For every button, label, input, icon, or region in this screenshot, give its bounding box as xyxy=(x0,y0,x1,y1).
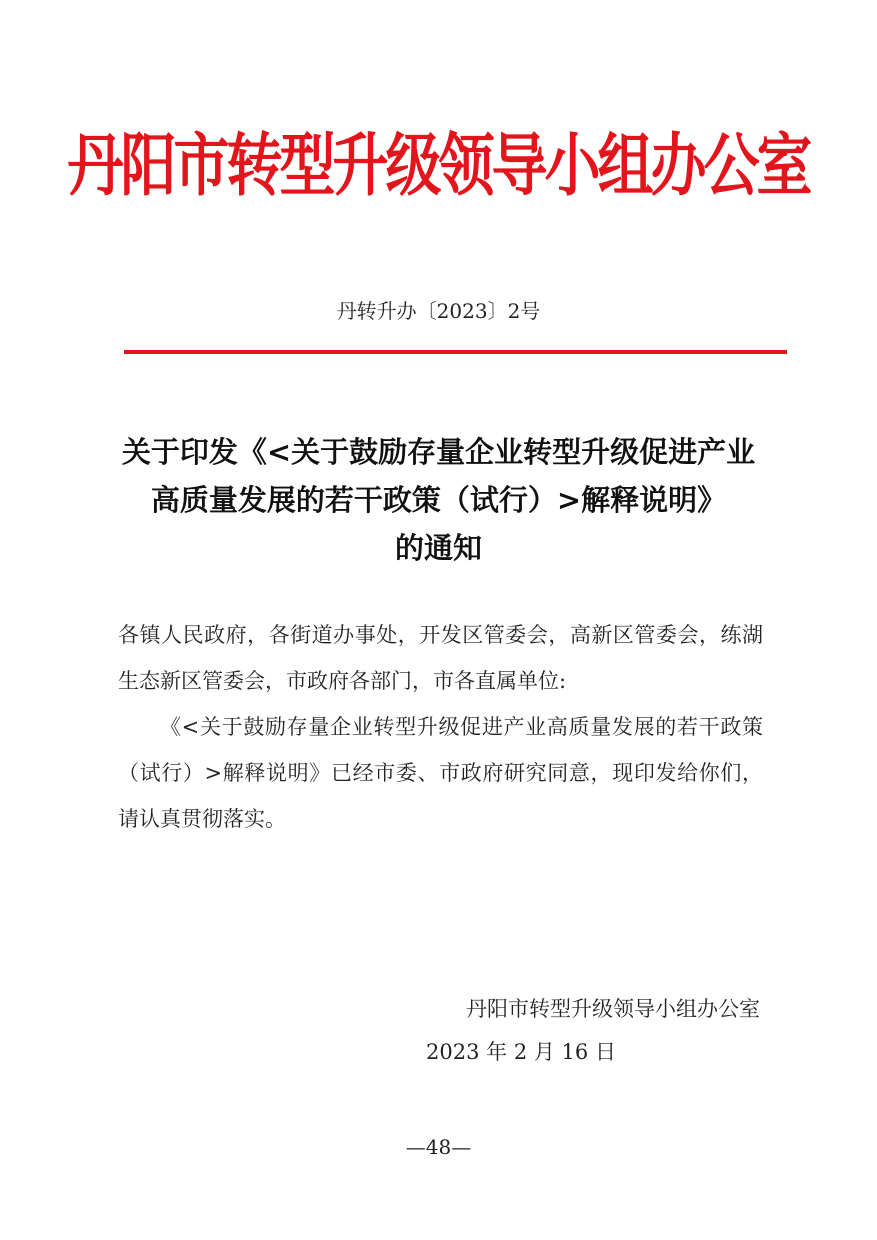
notice-title-line-3: 的通知 xyxy=(394,531,482,565)
recipients-paragraph: 各镇人民政府，各街道办事处，开发区管委会，高新区管委会，练湖生态新区管委会，市政府各部门，市各直属单位: xyxy=(118,623,763,693)
notice-title-line-1: 关于印发《<关于鼓励存量企业转型升级促进产业 xyxy=(121,435,756,469)
date-line xyxy=(0,1032,877,1072)
red-divider-rule xyxy=(124,350,787,354)
issue-date: 2023 年 2 月 16 日 xyxy=(426,1040,616,1064)
page-number: —48— xyxy=(405,1135,472,1159)
notice-title-line-2: 高质量发展的若干政策（试行）>解释说明》 xyxy=(150,483,727,517)
notice-body xyxy=(118,612,763,842)
notice-title xyxy=(80,428,797,572)
content-paragraph: 《<关于鼓励存量企业转型升级促进产业高质量发展的若干政策（试行）>解释说明》已经市委、市政府研究同意，现印发给你们，请认真贯彻落实。 xyxy=(118,715,763,831)
signature: 丹阳市转型升级领导小组办公室 xyxy=(466,997,760,1021)
document-number: 丹转升办〔2023〕2号 xyxy=(336,299,541,323)
issuer-title: 丹阳市转型升级领导小组办公室 xyxy=(67,125,810,206)
